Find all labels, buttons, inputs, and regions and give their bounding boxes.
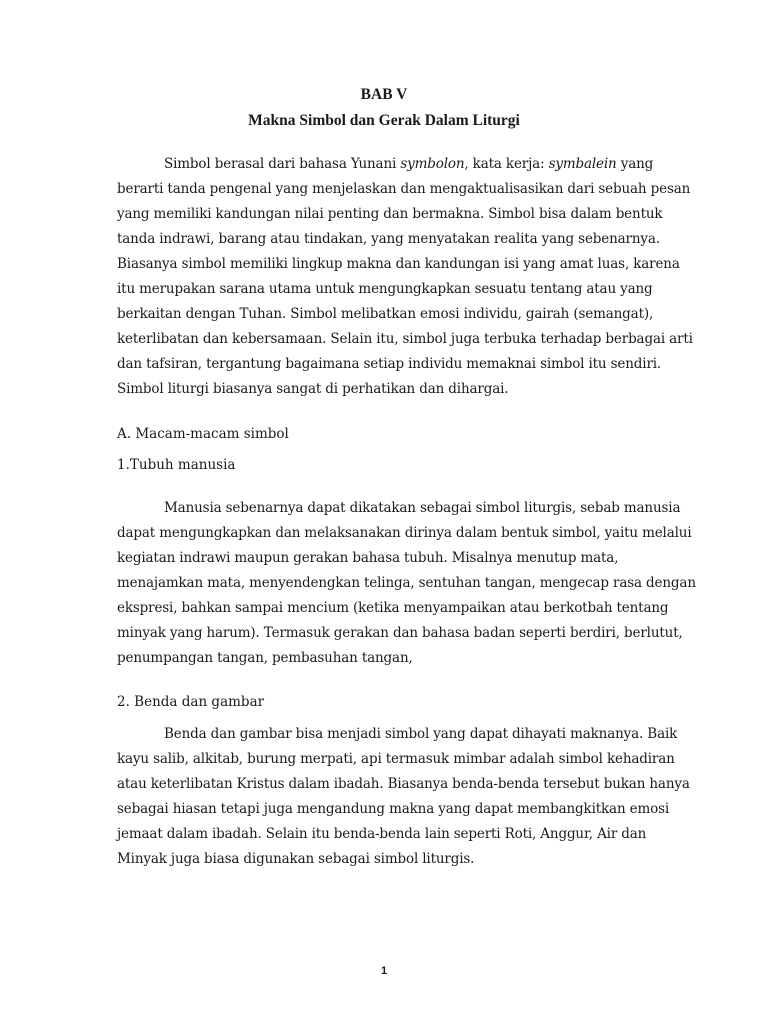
text-run: yang — [616, 156, 654, 172]
subsection-2-heading: 2. Benda dan gambar — [117, 694, 265, 710]
intro-line: Biasanya simbol memiliki lingkup makna dan kandungan isi yang amat luas, karena — [117, 256, 680, 272]
intro-line: keterlibatan dan kebersamaan. Selain itu, simbol juga terbuka terhadap berbagai arti — [117, 331, 693, 347]
sub2-line: Benda dan gambar bisa menjadi simbol yang dapat dihayati maknanya. Baik — [164, 726, 678, 742]
sub1-line: kegiatan indrawi maupun gerakan bahasa tubuh. Misalnya menutup mata, — [117, 550, 619, 566]
subsection-1-paragraph — [117, 496, 696, 671]
chapter-title: Makna Simbol dan Gerak Dalam Liturgi — [248, 112, 520, 129]
sub1-line: penumpangan tangan, pembasuhan tangan, — [117, 650, 413, 666]
sub2-line: jemaat dalam ibadah. Selain itu benda-benda lain seperti Roti, Anggur, Air dan — [117, 826, 647, 842]
intro-line-1 — [117, 152, 652, 177]
intro-line: itu merupakan sarana utama untuk mengungkapkan sesuatu tentang atau yang — [117, 281, 653, 297]
sub1-line: ekspresi, bahkan sampai mencium (ketika menyampaikan atau berkotbah tentang — [117, 600, 669, 616]
subsection-2-paragraph — [117, 722, 690, 872]
subsection-1-heading: 1.Tubuh manusia — [117, 457, 236, 473]
sub1-line: Manusia sebenarnya dapat dikatakan sebagai simbol liturgis, sebab manusia — [164, 500, 681, 516]
intro-line: yang memiliki kandungan nilai penting dan bermakna. Simbol bisa dalam bentuk — [117, 206, 663, 222]
intro-line: dan tafsiran, tergantung bagaimana setiap individu memaknai simbol itu sendiri. — [117, 356, 662, 372]
text-run: , kata kerja: — [464, 156, 549, 172]
sub2-line: atau keterlibatan Kristus dalam ibadah. Biasanya benda-benda tersebut bukan hanya — [117, 776, 690, 792]
term-symbalein: symbalein — [548, 156, 617, 172]
text-run: Simbol berasal dari bahasa Yunani — [164, 156, 401, 172]
sub2-line: sebagai hiasan tetapi juga mengandung makna yang dapat membangkitkan emosi — [117, 801, 670, 817]
chapter-heading: BAB V — [360, 86, 408, 103]
term-symbolon: symbolon — [400, 156, 465, 172]
sub2-line: Minyak juga biasa digunakan sebagai simbol liturgis. — [117, 851, 475, 867]
intro-line: berarti tanda pengenal yang menjelaskan dan mengaktualisasikan dari sebuah pesan — [117, 181, 691, 197]
sub1-line: minyak yang harum). Termasuk gerakan dan bahasa badan seperti berdiri, berlutut, — [117, 625, 683, 641]
intro-line: Simbol liturgi biasanya sangat di perhatikan dan dihargai. — [117, 381, 509, 397]
intro-paragraph — [117, 152, 693, 402]
section-a-heading: A. Macam-macam simbol — [117, 426, 289, 442]
page-number: 1 — [380, 965, 388, 977]
sub1-line: menajamkan mata, menyendengkan telinga, sentuhan tangan, mengecap rasa dengan — [117, 575, 696, 591]
sub2-line: kayu salib, alkitab, burung merpati, api termasuk mimbar adalah simbol kehadiran — [117, 751, 675, 767]
intro-line: tanda indrawi, barang atau tindakan, yang menyatakan realita yang sebenarnya. — [117, 231, 660, 247]
sub1-line: dapat mengungkapkan dan melaksanakan dirinya dalam bentuk simbol, yaitu melalui — [117, 525, 692, 541]
intro-line: berkaitan dengan Tuhan. Simbol melibatkan emosi individu, gairah (semangat), — [117, 306, 654, 322]
